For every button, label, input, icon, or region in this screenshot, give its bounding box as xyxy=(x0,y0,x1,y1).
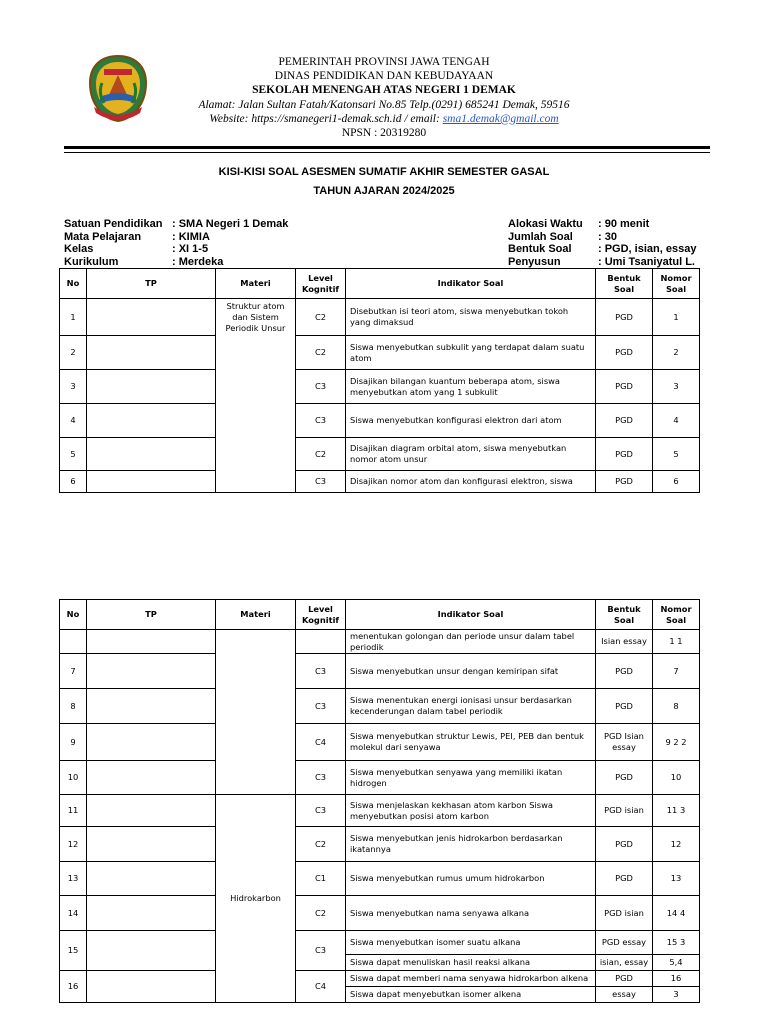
meta-key: Jumlah Soal xyxy=(508,230,573,243)
cell-tp xyxy=(87,795,216,827)
cell-nomor: 3 xyxy=(653,987,700,1003)
cell-indikator: Siswa menyebutkan isomer suatu alkana xyxy=(346,931,596,955)
meta-key: Kurikulum xyxy=(64,255,119,268)
cell-tp xyxy=(87,336,216,370)
header-nomor: Nomor Soal xyxy=(653,269,700,299)
table-row xyxy=(60,370,700,404)
cell-level: C3 xyxy=(296,795,346,827)
cell-bentuk: PGD xyxy=(596,471,653,493)
cell-tp xyxy=(87,404,216,438)
cell-level xyxy=(296,630,346,654)
table-row xyxy=(60,404,700,438)
cell-materi xyxy=(216,630,296,795)
cell-indikator: Siswa menyebutkan jenis hidrokarbon berdasarkan ikatannya xyxy=(346,827,596,862)
header-materi: Materi xyxy=(216,269,296,299)
cell-tp xyxy=(87,971,216,1003)
cell-materi: Struktur atom dan Sistem Periodik Unsur xyxy=(216,299,296,493)
cell-indikator: Disajikan diagram orbital atom, siswa menyebutkan nomor atom unsur xyxy=(346,438,596,471)
meta-key: Kelas xyxy=(64,243,94,256)
meta-row-bentuk xyxy=(508,243,696,256)
meta-row-penyusun xyxy=(508,256,696,269)
cell-level: C3 xyxy=(296,931,346,971)
cell-tp xyxy=(87,761,216,795)
letterhead xyxy=(180,55,588,140)
cell-tp xyxy=(87,438,216,471)
cell-bentuk: PGD isian xyxy=(596,795,653,827)
cell-indikator: Siswa dapat menuliskan hasil reaksi alkana xyxy=(346,955,596,971)
cell-level: C3 xyxy=(296,689,346,724)
meta-key: Satuan Pendidikan xyxy=(64,218,163,230)
cell-indikator: Disajikan nomor atom dan konfigurasi elektron, siswa xyxy=(346,471,596,493)
cell-nomor: 16 xyxy=(653,971,700,987)
cell-no: 5 xyxy=(60,438,87,471)
cell-nomor: 3 xyxy=(653,370,700,404)
meta-row-kelas xyxy=(64,243,288,256)
cell-indikator: Disebutkan isi teori atom, siswa menyebutkan tokoh yang dimaksud xyxy=(346,299,596,336)
cell-bentuk: PGD xyxy=(596,370,653,404)
cell-bentuk: Isian essay xyxy=(596,630,653,654)
meta-value: : Umi Tsaniyatul L. xyxy=(598,255,695,268)
cell-nomor: 1 1 xyxy=(653,630,700,654)
cell-nomor: 8 xyxy=(653,689,700,724)
letterhead-divider-thick xyxy=(64,146,710,149)
header-bentuk: Bentuk Soal xyxy=(596,269,653,299)
meta-row-jumlah xyxy=(508,231,696,244)
cell-level: C2 xyxy=(296,336,346,370)
cell-level: C2 xyxy=(296,896,346,931)
cell-tp xyxy=(87,896,216,931)
table-row xyxy=(60,862,700,896)
cell-nomor: 1 xyxy=(653,299,700,336)
cell-no: 8 xyxy=(60,689,87,724)
header-level: Level Kognitif xyxy=(296,600,346,630)
cell-bentuk: PGD xyxy=(596,299,653,336)
cell-bentuk: PGD xyxy=(596,336,653,370)
cell-indikator: Disajikan bilangan kuantum beberapa atom, siswa menyebutkan atom yang 1 subkulit xyxy=(346,370,596,404)
cell-no: 3 xyxy=(60,370,87,404)
cell-bentuk: PGD xyxy=(596,862,653,896)
table-row xyxy=(60,438,700,471)
cell-indikator: Siswa menyebutkan nama senyawa alkana xyxy=(346,896,596,931)
cell-indikator: Siswa menentukan energi ionisasi unsur berdasarkan kecenderungan dalam tabel periodik xyxy=(346,689,596,724)
header-nomor: Nomor Soal xyxy=(653,600,700,630)
header-no: No xyxy=(60,269,87,299)
header-level: Level Kognitif xyxy=(296,269,346,299)
cell-level: C4 xyxy=(296,724,346,761)
table-row xyxy=(60,630,700,654)
cell-tp xyxy=(87,654,216,689)
cell-no xyxy=(60,630,87,654)
meta-value: : 90 menit xyxy=(598,218,650,230)
meta-key: Alokasi Waktu xyxy=(508,218,583,230)
header-bentuk: Bentuk Soal xyxy=(596,600,653,630)
cell-no: 10 xyxy=(60,761,87,795)
table-row xyxy=(60,471,700,493)
meta-value: : SMA Negeri 1 Demak xyxy=(172,218,289,230)
cell-nomor: 10 xyxy=(653,761,700,795)
cell-tp xyxy=(87,630,216,654)
cell-no: 1 xyxy=(60,299,87,336)
cell-level: C3 xyxy=(296,761,346,795)
meta-row-mapel xyxy=(64,231,288,244)
table-row xyxy=(60,827,700,862)
cell-tp xyxy=(87,931,216,971)
cell-nomor: 7 xyxy=(653,654,700,689)
cell-no: 2 xyxy=(60,336,87,370)
document-title: KISI-KISI SOAL ASESMEN SUMATIF AKHIR SEMESTER GASAL xyxy=(218,166,550,178)
meta-value: : 30 xyxy=(598,230,617,243)
cell-bentuk: essay xyxy=(596,987,653,1003)
meta-value: : PGD, isian, essay xyxy=(598,243,697,256)
meta-key: Bentuk Soal xyxy=(508,243,572,256)
cell-nomor: 12 xyxy=(653,827,700,862)
document-year: TAHUN AJARAN 2024/2025 xyxy=(313,185,455,197)
meta-row-satuan xyxy=(64,218,288,231)
table-row xyxy=(60,654,700,689)
table-row xyxy=(60,931,700,955)
cell-level: C3 xyxy=(296,370,346,404)
cell-bentuk: PGD essay xyxy=(596,931,653,955)
cell-no: 12 xyxy=(60,827,87,862)
cell-no: 11 xyxy=(60,795,87,827)
cell-bentuk: PGD xyxy=(596,761,653,795)
cell-bentuk: PGD xyxy=(596,654,653,689)
table-row xyxy=(60,971,700,987)
cell-bentuk: PGD xyxy=(596,404,653,438)
cell-level: C2 xyxy=(296,827,346,862)
cell-tp xyxy=(87,862,216,896)
cell-level: C1 xyxy=(296,862,346,896)
cell-indikator: Siswa menyebutkan struktur Lewis, PEI, PEB dan bentuk molekul dari senyawa xyxy=(346,724,596,761)
school-website-line xyxy=(180,112,588,126)
header-materi: Materi xyxy=(216,600,296,630)
table-row xyxy=(60,689,700,724)
cell-tp xyxy=(87,827,216,862)
table-row xyxy=(60,724,700,761)
meta-row-kurikulum xyxy=(64,256,288,269)
cell-nomor: 9 2 2 xyxy=(653,724,700,761)
government-name: PEMERINTAH PROVINSI JAWA TENGAH xyxy=(278,56,490,68)
cell-indikator: Siswa menyebutkan rumus umum hidrokarbon xyxy=(346,862,596,896)
cell-nomor: 5 xyxy=(653,438,700,471)
table-row xyxy=(60,795,700,827)
header-tp: TP xyxy=(87,600,216,630)
meta-key: Penyusun xyxy=(508,255,561,268)
meta-key: Mata Pelajaran xyxy=(64,230,142,243)
cell-bentuk: PGD Isian essay xyxy=(596,724,653,761)
cell-materi-hidrokarbon: Hidrokarbon xyxy=(216,795,296,1003)
department-name: DINAS PENDIDIKAN DAN KEBUDAYAAN xyxy=(274,70,494,83)
website-text: Website: https://smanegeri1-demak.sch.id / email: xyxy=(209,112,443,125)
cell-indikator: Siswa dapat menyebutkan isomer alkena xyxy=(346,987,596,1003)
cell-nomor: 14 4 xyxy=(653,896,700,931)
meta-value: : KIMIA xyxy=(172,230,210,243)
cell-indikator: menentukan golongan dan periode unsur dalam tabel periodik xyxy=(346,630,596,654)
cell-no: 13 xyxy=(60,862,87,896)
table-header-row xyxy=(60,269,700,299)
cell-tp xyxy=(87,689,216,724)
header-tp: TP xyxy=(87,269,216,299)
kisi-kisi-table-page1 xyxy=(59,268,700,493)
email-link[interactable]: sma1.demak@gmail.com xyxy=(442,112,559,125)
cell-nomor: 2 xyxy=(653,336,700,370)
cell-nomor: 13 xyxy=(653,862,700,896)
npsn: NPSN : 20319280 xyxy=(341,127,427,140)
cell-nomor: 5,4 xyxy=(653,955,700,971)
cell-no: 14 xyxy=(60,896,87,931)
table-row xyxy=(60,299,700,336)
document-meta-left xyxy=(64,218,288,268)
table-row xyxy=(60,336,700,370)
cell-indikator: Siswa menyebutkan senyawa yang memiliki ikatan hidrogen xyxy=(346,761,596,795)
letterhead-divider-thin xyxy=(64,152,710,153)
meta-row-alokasi xyxy=(508,218,696,231)
meta-value: : Merdeka xyxy=(172,255,224,268)
cell-bentuk: PGD xyxy=(596,689,653,724)
cell-level: C3 xyxy=(296,471,346,493)
cell-no: 4 xyxy=(60,404,87,438)
cell-level: C3 xyxy=(296,654,346,689)
cell-tp xyxy=(87,299,216,336)
table-row xyxy=(60,761,700,795)
meta-value: : XI 1-5 xyxy=(172,243,209,256)
cell-indikator: Siswa menyebutkan subkulit yang terdapat dalam suatu atom xyxy=(346,336,596,370)
cell-nomor: 11 3 xyxy=(653,795,700,827)
cell-level: C2 xyxy=(296,299,346,336)
cell-no: 15 xyxy=(60,931,87,971)
cell-indikator: Siswa menyebutkan konfigurasi elektron dari atom xyxy=(346,404,596,438)
cell-nomor: 6 xyxy=(653,471,700,493)
cell-level: C4 xyxy=(296,971,346,1003)
cell-no: 7 xyxy=(60,654,87,689)
cell-bentuk: PGD xyxy=(596,438,653,471)
cell-bentuk: PGD xyxy=(596,971,653,987)
cell-indikator: Siswa menjelaskan kekhasan atom karbon Siswa menyebutkan posisi atom karbon xyxy=(346,795,596,827)
cell-level: C2 xyxy=(296,438,346,471)
cell-nomor: 15 3 xyxy=(653,931,700,955)
cell-no: 6 xyxy=(60,471,87,493)
cell-indikator: Siswa dapat memberi nama senyawa hidrokarbon alkena xyxy=(346,971,596,987)
table-header-row xyxy=(60,600,700,630)
cell-tp xyxy=(87,724,216,761)
cell-nomor: 4 xyxy=(653,404,700,438)
school-address: Alamat: Jalan Sultan Fatah/Katonsari No.85 Telp.(0291) 685241 Demak, 59516 xyxy=(198,98,570,111)
document-meta-right xyxy=(508,218,696,268)
cell-no: 16 xyxy=(60,971,87,1003)
cell-bentuk: PGD isian xyxy=(596,896,653,931)
header-indikator: Indikator Soal xyxy=(346,600,596,630)
cell-indikator: Siswa menyebutkan unsur dengan kemiripan sifat xyxy=(346,654,596,689)
kisi-kisi-table-page2 xyxy=(59,599,700,1003)
cell-tp xyxy=(87,370,216,404)
cell-bentuk: PGD xyxy=(596,827,653,862)
header-no: No xyxy=(60,600,87,630)
header-indikator: Indikator Soal xyxy=(346,269,596,299)
cell-level: C3 xyxy=(296,404,346,438)
cell-tp xyxy=(87,471,216,493)
jawa-tengah-emblem-logo xyxy=(86,53,150,123)
school-name: SEKOLAH MENENGAH ATAS NEGERI 1 DEMAK xyxy=(252,84,516,97)
table-row xyxy=(60,896,700,931)
cell-no: 9 xyxy=(60,724,87,761)
cell-bentuk: isian, essay xyxy=(596,955,653,971)
